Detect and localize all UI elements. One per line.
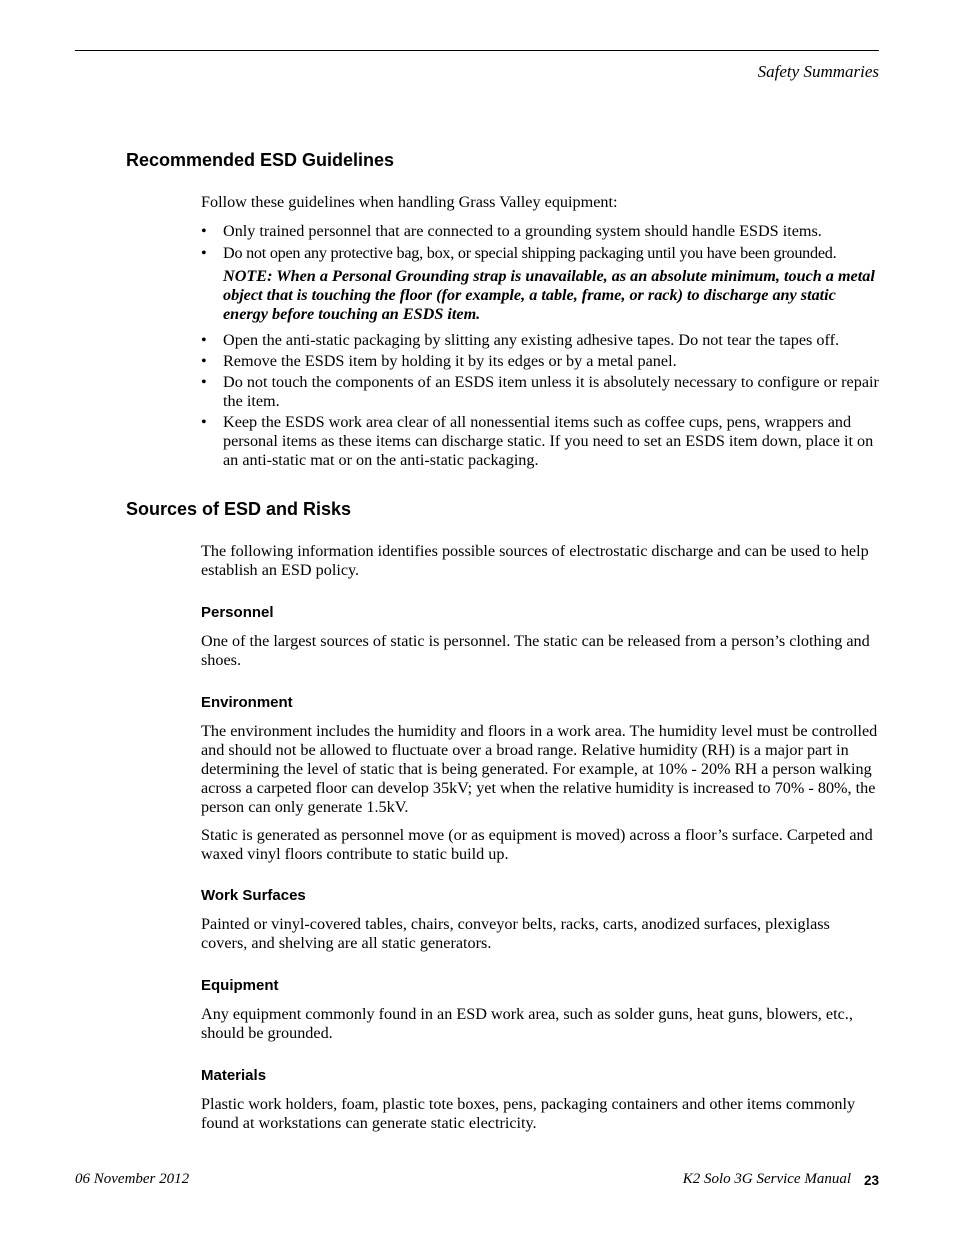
list-item: • Keep the ESDS work area clear of all nonessential items such as coffee cups, pens, wrappers and personal items as these items can discharge static. If you need to set an ESDS item down, place it on an anti-static mat or on the anti-static packaging.	[201, 413, 874, 469]
personnel-text: One of the largest sources of static is personnel. The static can be released from a person’s clothing and shoes.	[201, 632, 870, 669]
list-item: • Remove the ESDS item by holding it by its edges or by a metal panel.	[201, 352, 677, 370]
heading-sources: Sources of ESD and Risks	[126, 499, 352, 519]
heading-equipment: Equipment	[201, 977, 279, 994]
guidelines-list-2	[201, 331, 881, 470]
environment-text-2: Static is generated as personnel move (or as equipment is moved) across a floor’s surface. Carpeted and waxed vinyl floors contribute to static build up.	[201, 826, 873, 863]
page-number: 23	[863, 1173, 879, 1188]
heading-environment: Environment	[201, 694, 293, 711]
work-surfaces-text: Painted or vinyl-covered tables, chairs, conveyor belts, racks, carts, anodized surfaces, plexiglass covers, and shelving are all static generators.	[201, 915, 830, 952]
running-header: Safety Summaries	[757, 62, 879, 81]
list-item: • Open the anti-static packaging by slitting any existing adhesive tapes. Do not tear the tapes off.	[201, 331, 840, 349]
list-item: • Do not touch the components of an ESDS item unless it is absolutely necessary to configure or repair the item.	[201, 373, 879, 410]
guidelines-list-1	[201, 222, 881, 263]
list-item: • Only trained personnel that are connected to a grounding system should handle ESDS items.	[201, 222, 822, 240]
guidelines-intro: Follow these guidelines when handling Grass Valley equipment:	[201, 193, 618, 211]
header-rule	[75, 50, 879, 51]
materials-text: Plastic work holders, foam, plastic tote boxes, pens, packaging containers and other items commonly found at workstations can generate static electricity.	[201, 1095, 856, 1132]
list-item: • Do not open any protective bag, box, or special shipping packaging until you have been grounded.	[201, 244, 837, 262]
heading-work-surfaces: Work Surfaces	[201, 887, 306, 904]
heading-materials: Materials	[201, 1067, 267, 1084]
environment-text-1: The environment includes the humidity and floors in a work area. The humidity level must be controlled and should not be allowed to fluctuate over a broad range. Relative humidity (RH) is a major part in determining the level of static that is being generated. For example, at 10% - 20% RH a person walking across a carpeted floor can develop 35kV; yet when the relative humidity is increased to 70% - 80%, the person can only generate 1.5kV.	[201, 722, 878, 816]
heading-personnel: Personnel	[201, 604, 274, 621]
sources-intro: The following information identifies possible sources of electrostatic discharge and can be used to help establish an ESD policy.	[201, 542, 869, 579]
equipment-text: Any equipment commonly found in an ESD work area, such as solder guns, heat guns, blowers, etc., should be grounded.	[201, 1005, 853, 1042]
heading-esd-guidelines: Recommended ESD Guidelines	[126, 150, 395, 170]
grounding-note: NOTE: When a Personal Grounding strap is unavailable, as an absolute minimum, touch a metal object that is touching the floor (for example, a table, frame, or rack) to discharge any static energy before touching an ESDS item.	[223, 267, 875, 323]
footer-date: 06 November 2012	[75, 1171, 190, 1187]
footer-manual-title: K2 Solo 3G Service Manual	[682, 1171, 851, 1187]
